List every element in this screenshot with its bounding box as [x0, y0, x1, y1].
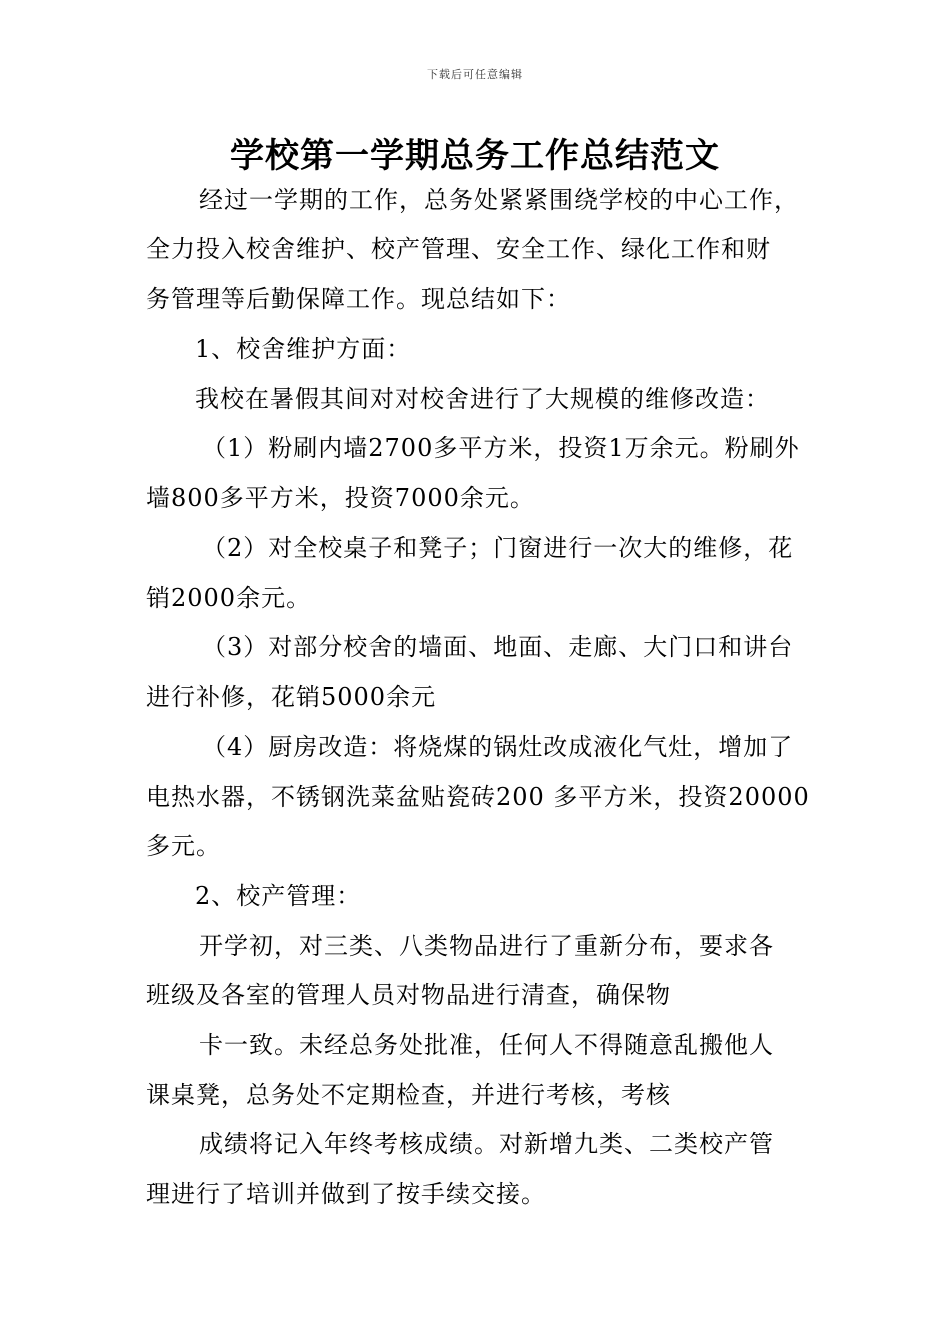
body-line: 进行补修，花销5000余元 — [146, 683, 437, 711]
body-line: 开学初，对三类、八类物品进行了重新分布，要求各 — [199, 932, 774, 960]
body-line: 成绩将记入年终考核成绩。对新增九类、二类校产管 — [199, 1130, 774, 1158]
section-heading: 1、校舍维护方面： — [195, 335, 412, 363]
body-line: 电热水器，不锈钢洗菜盆贴瓷砖200 多平方米，投资20000 — [146, 783, 810, 811]
body-line: 销2000余元。 — [146, 584, 312, 612]
body-line: 班级及各室的管理人员对物品进行清查，确保物 — [146, 981, 671, 1009]
body-line: （1）粉刷内墙2700多平方米，投资1万余元。粉刷外 — [202, 434, 800, 462]
body-line: 全力投入校舍维护、校产管理、安全工作、绿化工作和财 — [146, 235, 771, 263]
body-line: （3）对部分校舍的墙面、地面、走廊、大门口和讲台 — [202, 633, 794, 661]
section-heading: 2、校产管理： — [195, 882, 362, 910]
body-line: （4）厨房改造：将烧煤的锅灶改成液化气灶，增加了 — [202, 733, 794, 761]
body-line: 经过一学期的工作，总务处紧紧围绕学校的中心工作， — [199, 186, 799, 214]
body-line: 卡一致。未经总务处批准，任何人不得随意乱搬他人 — [199, 1031, 774, 1059]
header-note: 下载后可任意编辑 — [427, 68, 523, 81]
body-line: 课桌凳，总务处不定期检查，并进行考核，考核 — [146, 1081, 671, 1109]
body-line: 理进行了培训并做到了按手续交接。 — [146, 1180, 546, 1208]
document-title: 学校第一学期总务工作总结范文 — [230, 136, 720, 176]
body-line: 多元。 — [146, 832, 221, 860]
body-line: 墙800多平方米，投资7000余元。 — [146, 484, 535, 512]
body-line: （2）对全校桌子和凳子；门窗进行一次大的维修，花 — [202, 534, 794, 562]
body-line: 我校在暑假其间对对校舍进行了大规模的维修改造： — [195, 385, 770, 413]
body-line: 务管理等后勤保障工作。现总结如下： — [146, 285, 571, 313]
